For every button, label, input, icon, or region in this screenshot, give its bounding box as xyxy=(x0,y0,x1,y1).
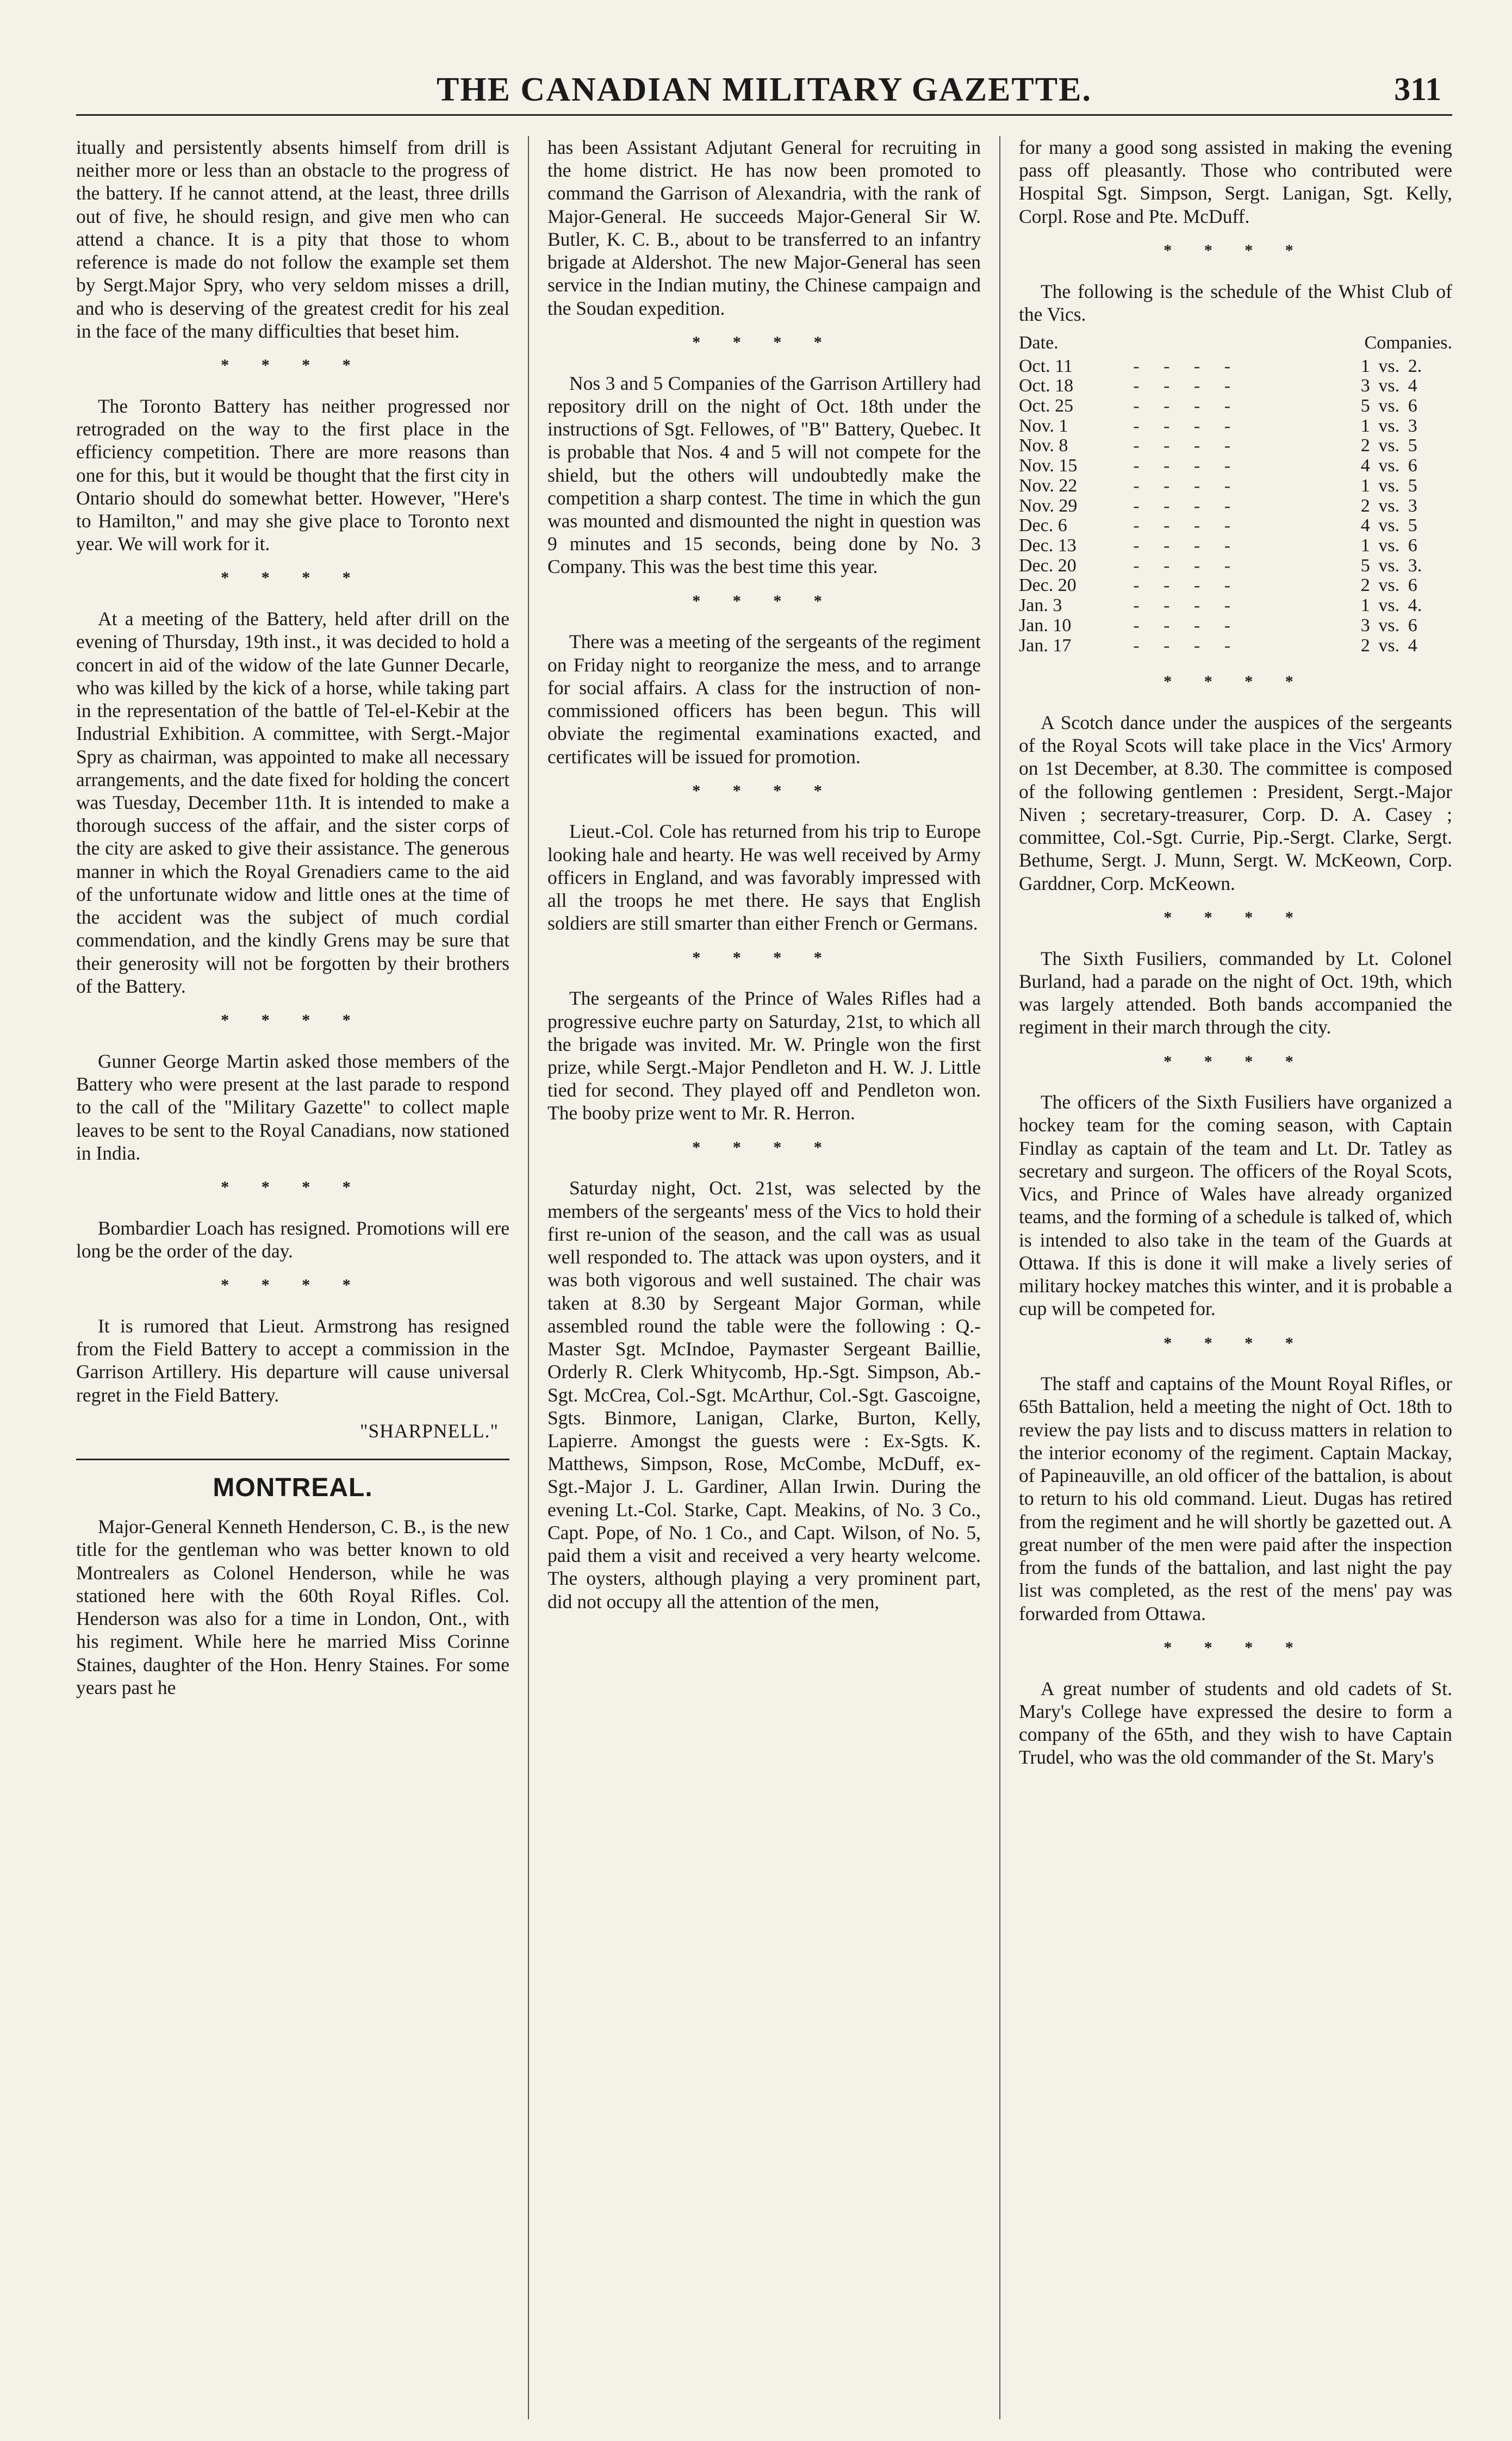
schedule-company-a: 4 xyxy=(1360,515,1370,536)
schedule-body xyxy=(1019,357,1452,656)
schedule-vs: vs. xyxy=(1378,435,1400,456)
schedule-company-b: 6 xyxy=(1408,615,1417,636)
column-3 xyxy=(999,136,1452,2419)
schedule-leader: - - - - xyxy=(1133,376,1241,396)
schedule-date: Jan. 3 xyxy=(1019,595,1062,616)
whist-schedule-table xyxy=(1019,332,1452,656)
schedule-date: Oct. 18 xyxy=(1019,376,1074,396)
schedule-date: Nov. 15 xyxy=(1019,456,1078,476)
schedule-company-b: 4 xyxy=(1408,635,1417,656)
separator-stars: * * * * xyxy=(1163,1334,1308,1352)
column-2 xyxy=(528,136,999,2419)
schedule-row xyxy=(1019,456,1452,476)
schedule-date: Nov. 29 xyxy=(1019,495,1078,516)
schedule-date: Dec. 6 xyxy=(1019,515,1067,536)
schedule-leader: - - - - xyxy=(1133,495,1241,516)
schedule-date: Nov. 1 xyxy=(1019,415,1068,436)
schedule-company-a: 3 xyxy=(1360,376,1370,396)
schedule-row xyxy=(1019,516,1452,536)
paragraph: A Scotch dance under the auspices of the sergeants of the Royal Scots will take place in the Vics' Armory on 1st December, at 8.30. The committee is composed of the following gentlemen : President, Sergt.-Major Niven ; secretary-treasurer, Corp. D. A. Casey ; committee, Col.-Sgt. Currie, Pip.-Sergt. Clarke, Sergt. Bethume, Sergt. J. Munn, Sergt. W. McKeown, Corp. Garddner, Corp. McKeown. xyxy=(1019,712,1452,894)
paragraph: Bombardier Loach has resigned. Promotions will ere long be the order of the day. xyxy=(76,1217,509,1262)
schedule-vs: vs. xyxy=(1378,535,1400,556)
paragraph: The staff and captains of the Mount Royal Rifles, or 65th Battalion, held a meeting the night of Oct. 18th to review the pay lists and to discuss matters in relation to the interior economy of the regiment. Captain Mackay, of Papineauville, an old officer of the battalion, is about to return to his old command. Lieut. Dugas has retired from the regiment and he will shortly be gazetted out. A great number of the men were paid after the inspection from the funds of the battalion, and last night the pay list was completed, as the rest of the mens' pay was forwarded from Ottawa. xyxy=(1019,1373,1452,1624)
schedule-vs: vs. xyxy=(1378,495,1400,516)
schedule-company-b: 5 xyxy=(1408,475,1417,496)
schedule-row xyxy=(1019,556,1452,576)
paragraph: Lieut.-Col. Cole has returned from his trip to Europe looking hale and hearty. He was well received by Army officers in England, and was favorably impressed with all the troops he met there. He says that English soldiers are still smarter than either French or Germans. xyxy=(547,820,981,935)
separator-stars: * * * * xyxy=(692,1138,836,1156)
schedule-leader: - - - - xyxy=(1133,515,1241,536)
schedule-vs: vs. xyxy=(1378,475,1400,496)
schedule-vs: vs. xyxy=(1378,595,1400,616)
paragraph: itually and persistently absents himself from drill is neither more or less than an obstacle to the progress of the battery. If he cannot attend, at the least, three drills out of five, he should resign, and give men who can attend a chance. It is a pity that those to whom reference is made do not follow the example set them by Sergt.Major Spry, who very seldom misses a drill, and who is deserving of the greatest credit for his zeal in the face of the many difficulties that beset him. xyxy=(76,136,509,342)
schedule-date: Nov. 22 xyxy=(1019,475,1078,496)
schedule-row xyxy=(1019,436,1452,456)
schedule-company-a: 2 xyxy=(1360,635,1370,656)
paragraph: The following is the schedule of the Whist Club of the Vics. xyxy=(1019,280,1452,325)
schedule-vs: vs. xyxy=(1378,575,1400,596)
newspaper-title: THE CANADIAN MILITARY GAZETTE. xyxy=(437,71,1092,108)
separator-stars: * * * * xyxy=(692,333,836,351)
schedule-row xyxy=(1019,416,1452,437)
schedule-vs: vs. xyxy=(1378,376,1400,396)
schedule-company-b: 3 xyxy=(1408,415,1417,436)
schedule-date: Oct. 11 xyxy=(1019,356,1073,376)
schedule-leader: - - - - xyxy=(1133,435,1241,456)
schedule-company-a: 2 xyxy=(1360,495,1370,516)
paragraph: for many a good song assisted in making the evening pass off pleasantly. Those who contributed were Hospital Sgt. Simpson, Sergt. Lanigan, Sgt. Kelly, Corpl. Rose and Pte. McDuff. xyxy=(1019,136,1452,227)
separator-stars: * * * * xyxy=(1163,908,1308,926)
schedule-row xyxy=(1019,396,1452,416)
separator-stars: * * * * xyxy=(1163,1052,1308,1070)
schedule-company-b: 3. xyxy=(1408,555,1422,576)
schedule-company-a: 4 xyxy=(1360,456,1370,476)
paragraph: It is rumored that Lieut. Armstrong has resigned from the Field Battery to accept a commission in the Garrison Artillery. His departure will cause universal regret in the Field Battery. xyxy=(76,1315,509,1406)
schedule-row xyxy=(1019,476,1452,496)
schedule-vs: vs. xyxy=(1378,456,1400,476)
paragraph: Major-General Kenneth Henderson, C. B., is the new title for the gentleman who was better known to old Montrealers as Colonel Henderson, while he was stationed here with the 60th Royal Rifles. Col. Henderson was also for a time in London, Ont., with his regiment. While here he married Miss Corinne Staines, daughter of the Hon. Henry Staines. For some years past he xyxy=(76,1516,509,1698)
separator-stars: * * * * xyxy=(221,356,365,375)
paragraph: The Sixth Fusiliers, commanded by Lt. Colonel Burland, had a parade on the night of Oct. 19th, which was largely attended. Both bands accompanied the regiment in their march through the city. xyxy=(1019,947,1452,1038)
schedule-date: Jan. 17 xyxy=(1019,635,1072,656)
schedule-company-b: 3 xyxy=(1408,495,1417,516)
schedule-date: Oct. 25 xyxy=(1019,395,1074,416)
schedule-row xyxy=(1019,357,1452,377)
schedule-row xyxy=(1019,616,1452,636)
separator-stars: * * * * xyxy=(1163,672,1308,691)
separator-stars: * * * * xyxy=(221,569,365,587)
schedule-vs: vs. xyxy=(1378,555,1400,576)
schedule-company-b: 6 xyxy=(1408,456,1417,476)
schedule-date: Nov. 8 xyxy=(1019,435,1068,456)
schedule-company-b: 5 xyxy=(1408,435,1417,456)
paragraph: The sergeants of the Prince of Wales Rifles had a progressive euchre party on Saturday, 21st, to which all the brigade was invited. Mr. W. Pringle won the first prize, while Sergt.-Major Pendleton and H. W. J. Little tied for second. They played off and Pendleton won. The booby prize went to Mr. R. Herron. xyxy=(547,987,981,1124)
paragraph: A great number of students and old cadets of St. Mary's College have expressed the desire to form a company of the 65th, and they wish to have Captain Trudel, who was the old commander of the St. Mary's xyxy=(1019,1677,1452,1769)
schedule-row xyxy=(1019,596,1452,616)
paragraph: At a meeting of the Battery, held after drill on the evening of Thursday, 19th inst., it was decided to hold a concert in aid of the widow of the late Gunner Decarle, who was killed by the kick of a horse, while taking part in the representation of the battle of Tel-el-Kebir at the Industrial Exhibition. A committee, with Sergt.-Major Spry as chairman, was appointed to make all necessary arrangements, and the date fixed for holding the concert was Tuesday, December 11th. It is intended to make a thorough success of the affair, and the sister corps of the city are asked to give their assistance. The generous manner in which the Royal Grenadiers came to the aid of the unfortunate widow and little ones at the time of the accident was the subject of much cordial commendation, and the kindly Grens may be sure that their generosity will not be forgotten by their brothers of the Battery. xyxy=(76,608,509,997)
schedule-company-a: 2 xyxy=(1360,575,1370,596)
schedule-vs: vs. xyxy=(1378,395,1400,416)
page-header xyxy=(76,71,1452,116)
schedule-date: Dec. 13 xyxy=(1019,535,1077,556)
schedule-vs: vs. xyxy=(1378,635,1400,656)
schedule-company-a: 3 xyxy=(1360,615,1370,636)
schedule-company-a: 5 xyxy=(1360,395,1370,416)
article-columns xyxy=(76,136,1452,2419)
separator-stars: * * * * xyxy=(221,1276,365,1294)
schedule-company-a: 5 xyxy=(1360,555,1370,576)
schedule-company-a: 1 xyxy=(1360,595,1370,616)
schedule-row xyxy=(1019,636,1452,656)
schedule-row xyxy=(1019,536,1452,556)
schedule-date: Dec. 20 xyxy=(1019,555,1077,576)
author-signature: "SHARPNELL." xyxy=(360,1419,499,1442)
paragraph: Nos 3 and 5 Companies of the Garrison Artillery had repository drill on the night of Oct. 18th under the instructions of Sgt. Fellowes, of "B" Battery, Quebec. It is probable that Nos. 4 and 5 will not compete for the shield, but the others will undoubtedly make the competition a sharp contest. The time in which the gun was mounted and dismounted the night in question was 9 minutes and 15 seconds, being done by No. 3 Company. This was the best time this year. xyxy=(547,372,981,578)
schedule-company-b: 4. xyxy=(1408,595,1422,616)
schedule-vs: vs. xyxy=(1378,356,1400,376)
schedule-leader: - - - - xyxy=(1133,535,1241,556)
schedule-row xyxy=(1019,376,1452,396)
schedule-date: Jan. 10 xyxy=(1019,615,1072,636)
schedule-leader: - - - - xyxy=(1133,635,1241,656)
schedule-leader: - - - - xyxy=(1133,475,1241,496)
separator-stars: * * * * xyxy=(692,948,836,967)
section-heading-montreal: MONTREAL. xyxy=(76,1459,509,1503)
schedule-company-a: 1 xyxy=(1360,535,1370,556)
schedule-company-b: 6 xyxy=(1408,575,1417,596)
schedule-company-a: 1 xyxy=(1360,475,1370,496)
schedule-company-b: 5 xyxy=(1408,515,1417,536)
schedule-company-b: 6 xyxy=(1408,535,1417,556)
table-header-date: Date. xyxy=(1019,333,1059,353)
schedule-company-b: 4 xyxy=(1408,376,1417,396)
schedule-vs: vs. xyxy=(1378,415,1400,436)
table-header-companies: Companies. xyxy=(1364,333,1452,353)
separator-stars: * * * * xyxy=(1163,1638,1308,1657)
schedule-leader: - - - - xyxy=(1133,395,1241,416)
paragraph: There was a meeting of the sergeants of the regiment on Friday night to reorganize the mess, and to arrange for social affairs. A class for the instruction of non-commissioned officers has been begun. This will obviate the regimental examinations exacted, and certificates will be issued for promotion. xyxy=(547,631,981,768)
schedule-leader: - - - - xyxy=(1133,615,1241,636)
schedule-company-b: 2. xyxy=(1408,356,1422,376)
schedule-company-a: 2 xyxy=(1360,435,1370,456)
schedule-leader: - - - - xyxy=(1133,456,1241,476)
schedule-leader: - - - - xyxy=(1133,595,1241,616)
schedule-leader: - - - - xyxy=(1133,415,1241,436)
schedule-company-b: 6 xyxy=(1408,395,1417,416)
schedule-company-a: 1 xyxy=(1360,415,1370,436)
separator-stars: * * * * xyxy=(221,1178,365,1196)
schedule-row xyxy=(1019,576,1452,596)
schedule-date: Dec. 20 xyxy=(1019,575,1077,596)
schedule-leader: - - - - xyxy=(1133,356,1241,376)
paragraph: The Toronto Battery has neither progressed nor retrograded on the way to the first place in the efficiency competition. There are more reasons than one for this, but it would be thought that the first city in Ontario should do somewhat better. However, "Here's to Hamilton," and may she give place to Toronto next year. We will work for it. xyxy=(76,395,509,555)
separator-stars: * * * * xyxy=(692,591,836,610)
paragraph: Saturday night, Oct. 21st, was selected by the members of the sergeants' mess of the Vics to hold their first re-union of the season, and the call was as usual well responded to. The attack was upon oysters, and it was both vigorous and well sustained. The chair was taken at 8.30 by Sergeant Major Gorman, while assembled round the table were the following : Q.-Master Sgt. McIndoe, Paymaster Sergeant Baillie, Orderly R. Clerk Whitycomb, Hp.-Sgt. Simpson, Ab.-Sgt. McCrea, Col.-Sgt. McArthur, Col.-Sgt. Gascoigne, Sgts. Binmore, Lanigan, Clarke, Burton, Kelly, Lapierre. Amongst the guests were : Ex-Sgts. K. Matthews, Simpson, Rose, McCombe, McDuff, ex-Sgt.-Major J. L. Gardiner, Allan Irwin. During the evening Lt.-Col. Starke, Capt. Meakins, of No. 3 Co., Capt. Pope, of No. 1 Co., and Capt. Wilson, of No. 5, paid them a visit and received a very hearty welcome. The oysters, although playing a very prominent part, did not occupy all the attention of the men, xyxy=(547,1177,981,1612)
paragraph: Gunner George Martin asked those members of the Battery who were present at the last parade to respond to the call of the "Military Gazette" to collect maple leaves to be sent to the Royal Canadians, now stationed in India. xyxy=(76,1050,509,1164)
paragraph: The officers of the Sixth Fusiliers have organized a hockey team for the coming season, with Captain Findlay as captain of the team and Lt. Dr. Tatley as secretary and surgeon. The officers of the Royal Scots, Vics, and Prince of Wales have already organized teams, and the forming of a schedule is talked of, which is intended to also take in the team of the Guards at Ottawa. If this is done it will make a lively series of military hockey matches this winter, and it is probable a cup will be competed for. xyxy=(1019,1091,1452,1320)
schedule-vs: vs. xyxy=(1378,615,1400,636)
schedule-vs: vs. xyxy=(1378,515,1400,536)
separator-stars: * * * * xyxy=(221,1011,365,1030)
paragraph: has been Assistant Adjutant General for recruiting in the home district. He has now been promoted to command the Garrison of Alexandria, with the rank of Major-General. He succeeds Major-General Sir W. Butler, K. C. B., about to be transferred to an infantry brigade at Aldershot. The new Major-General has seen service in the Indian mutiny, the Chinese campaign and the Soudan expedition. xyxy=(547,136,981,319)
column-1 xyxy=(76,136,528,2419)
separator-stars: * * * * xyxy=(1163,241,1308,259)
schedule-company-a: 1 xyxy=(1360,356,1370,376)
page-number: 311 xyxy=(1394,71,1441,107)
schedule-leader: - - - - xyxy=(1133,575,1241,596)
schedule-row xyxy=(1019,496,1452,516)
schedule-leader: - - - - xyxy=(1133,555,1241,576)
separator-stars: * * * * xyxy=(692,781,836,800)
